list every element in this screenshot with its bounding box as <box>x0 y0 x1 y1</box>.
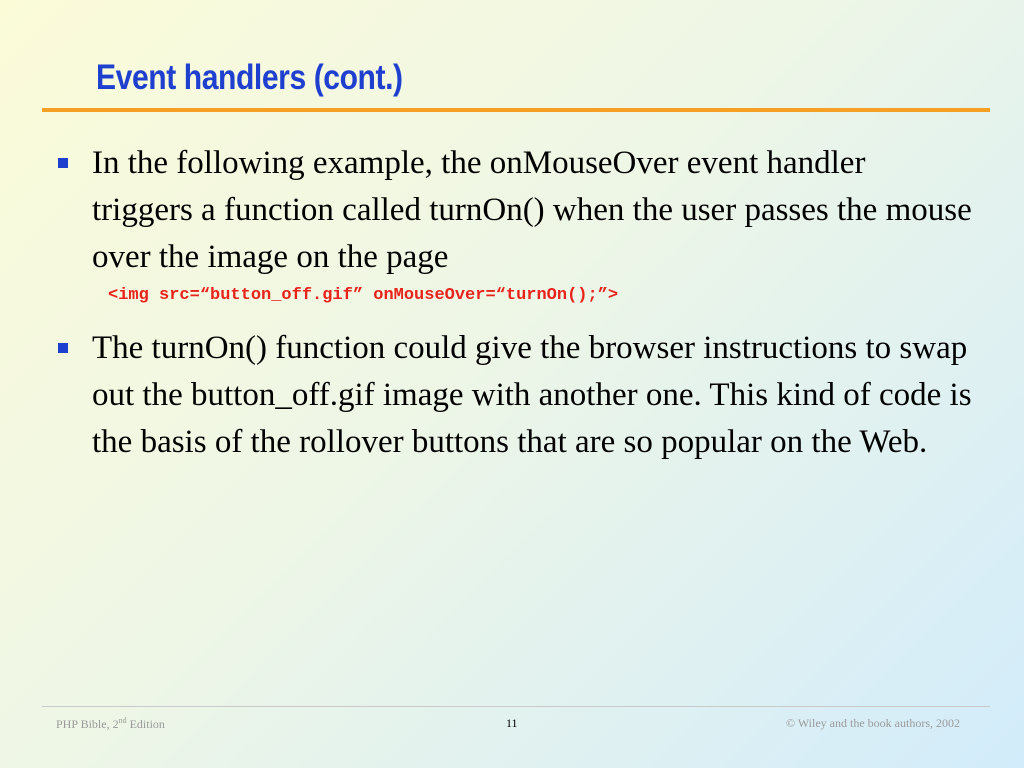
edition-superscript: nd <box>118 716 127 725</box>
bullet-item-2 <box>92 325 972 466</box>
bullet-text: In the following example, the onMouseOver event handler triggers a function called turnOn() when the user passes the mouse over the image on the page <box>92 145 972 275</box>
copyright-notice: © Wiley and the book authors, 2002 <box>785 716 960 730</box>
slide-title: Event handlers (cont.) <box>96 58 403 97</box>
code-example: <img src=“button_off.gif” onMouseOver=“turnOn();”> <box>108 286 619 305</box>
bullet-item-1 <box>92 140 972 281</box>
bullet-text: The turnOn() function could give the browser instructions to swap out the button_off.gif image with another one. This kind of code is the basis of the rollover buttons that are so popular on the Web. <box>92 330 972 460</box>
page-number: 11 <box>506 716 518 730</box>
square-bullet-icon <box>58 343 68 353</box>
footer-divider <box>42 706 990 707</box>
title-underline <box>42 108 990 112</box>
footer-book-title: PHP Bible, 2nd Edition <box>56 716 165 731</box>
square-bullet-icon <box>58 158 68 168</box>
